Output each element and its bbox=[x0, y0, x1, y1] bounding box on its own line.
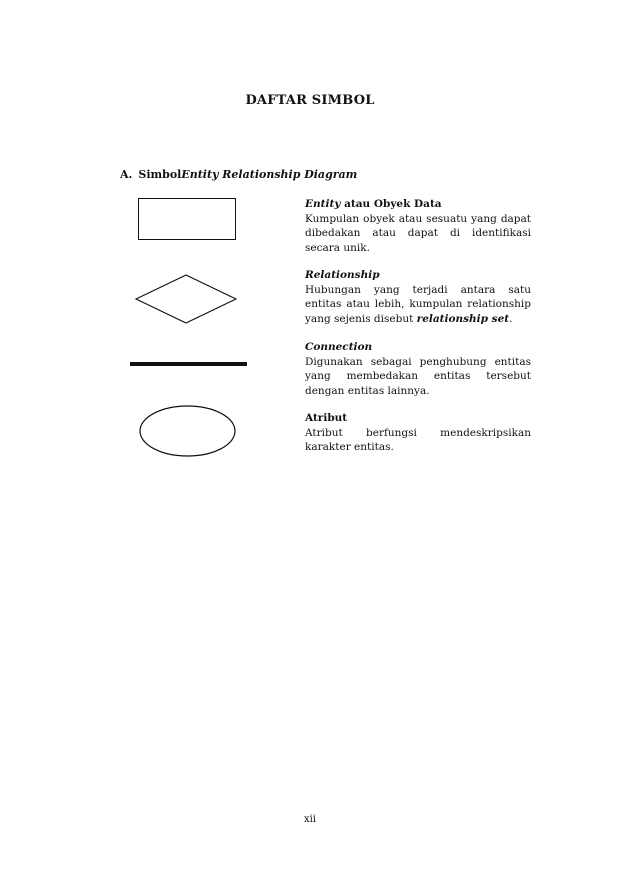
relationship-body-emphasis: relationship set bbox=[416, 312, 510, 325]
diamond-shape bbox=[136, 275, 236, 323]
attribute-body: Atribut berfungsi mendeskripsikan karakter entitas. bbox=[305, 426, 531, 453]
entity-term-rest: atau Obyek Data bbox=[340, 198, 442, 210]
connection-description bbox=[305, 340, 531, 398]
section-number: A. bbox=[120, 168, 133, 181]
entity-description bbox=[305, 197, 531, 255]
relationship-body-end: . bbox=[509, 312, 513, 325]
relationship-diamond-symbol bbox=[135, 274, 237, 324]
connection-body: Digunakan sebagai penghubung entitas yang membedakan entitas tersebut dengan entitas lainnya. bbox=[305, 355, 531, 397]
relationship-description bbox=[305, 268, 531, 326]
page-number: xii bbox=[303, 814, 317, 825]
relationship-body-start: Hubungan yang terjadi antara satu entitas atau lebih, kumpulan relationship yang sejenis disebut bbox=[305, 283, 531, 325]
entity-term bbox=[305, 197, 531, 212]
connection-term-italic: Connection bbox=[305, 341, 373, 353]
page-title: DAFTAR SIMBOL bbox=[245, 93, 375, 108]
entity-body: Kumpulan obyek atau sesuatu yang dapat dibedakan atau dapat di identifikasi secara unik. bbox=[305, 212, 531, 254]
connection-term bbox=[305, 340, 531, 355]
section-title: Entity Relationship Diagram bbox=[181, 168, 358, 181]
section-heading bbox=[120, 168, 357, 181]
relationship-term-italic: Relationship bbox=[305, 269, 380, 281]
entity-rectangle-symbol bbox=[138, 198, 236, 240]
ellipse-shape bbox=[140, 406, 235, 456]
attribute-description bbox=[305, 411, 531, 455]
attribute-term: Atribut bbox=[305, 412, 348, 424]
relationship-term bbox=[305, 268, 531, 283]
section-prefix: Simbol bbox=[138, 168, 182, 181]
relationship-body bbox=[305, 283, 531, 327]
attribute-ellipse-symbol bbox=[139, 405, 236, 457]
entity-term-italic: Entity bbox=[305, 198, 341, 210]
connection-line-symbol bbox=[130, 362, 247, 366]
